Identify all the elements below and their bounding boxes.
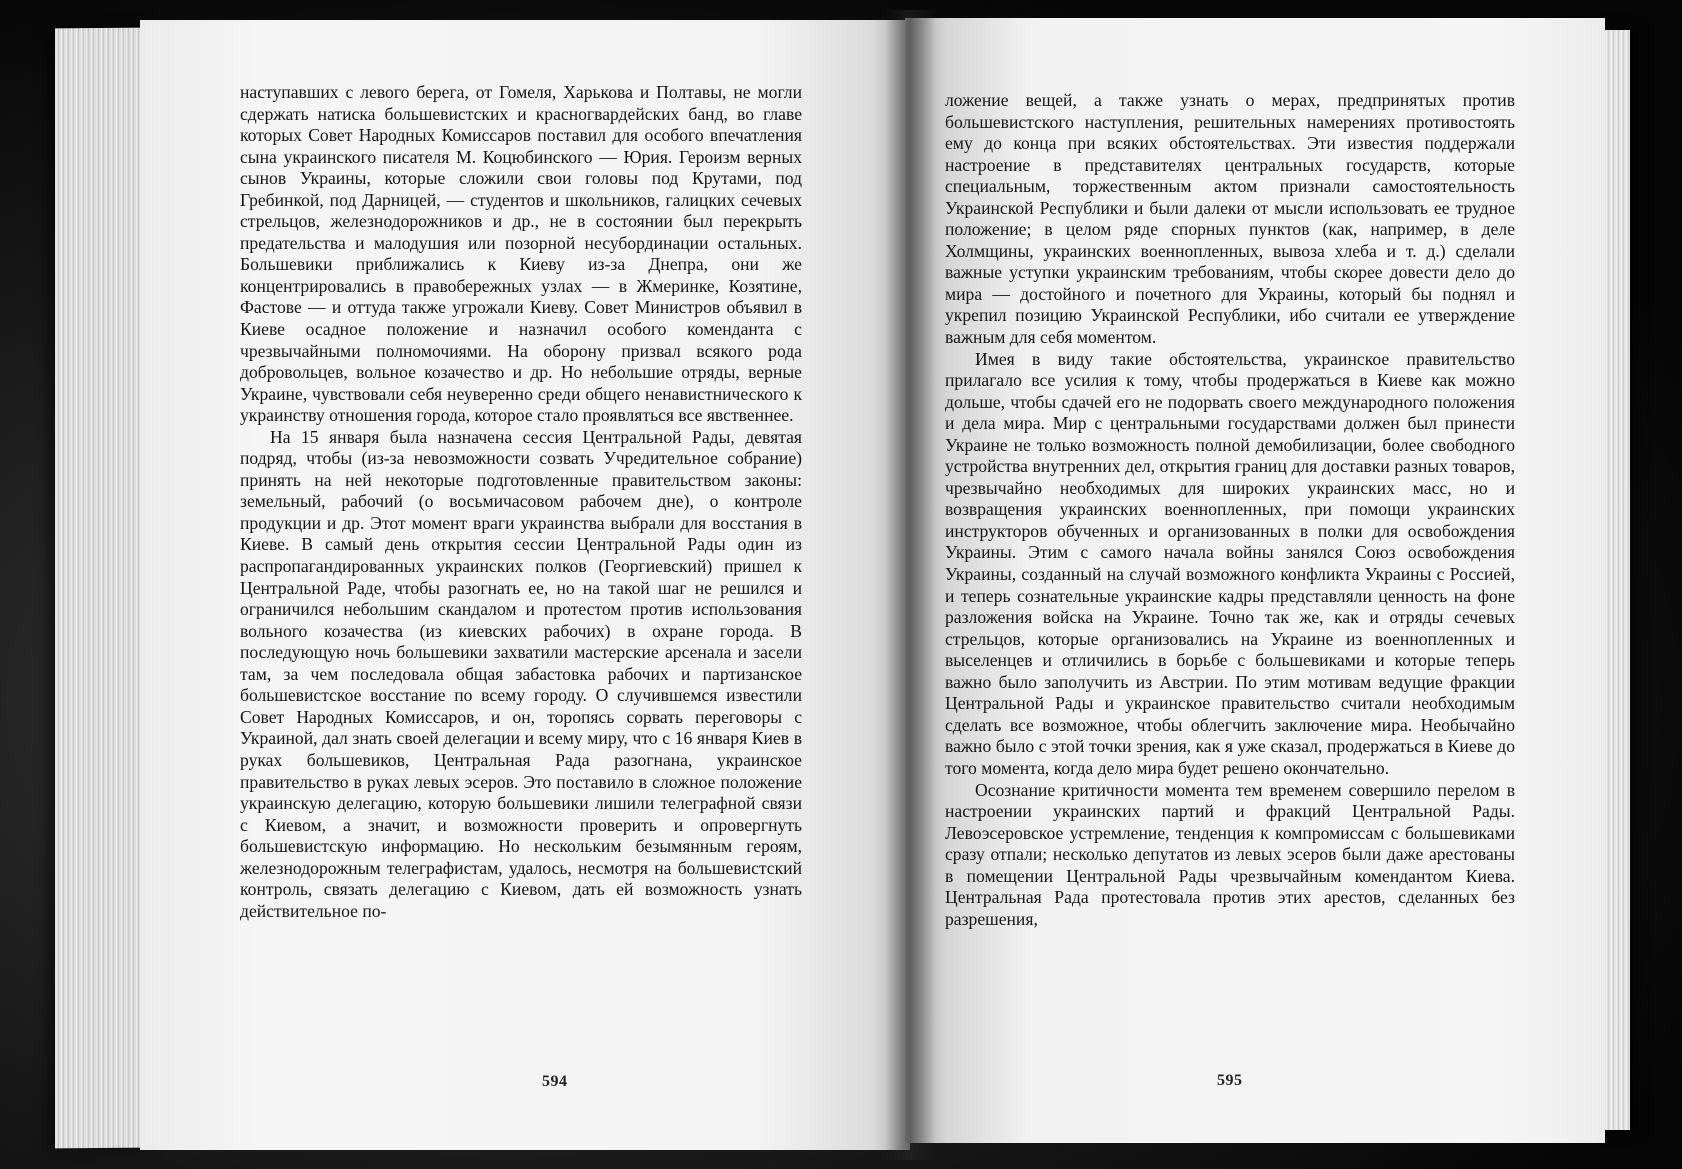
book-spine-shadow [885,10,935,1160]
paragraph: наступавших с левого берега, от Гомеля, Харькова и Полтавы, не могли сдержать натиска большевистских и красногвардейских банд, во главе которых Совет Народных Комиссаров поставил для особого впечатления сына украинского писателя М. Коцюбинского — Юрия. Героизм верных сынов Украины, которые сложили свои головы под Крутами, под Гребинкой, под Дарницей, — студентов и школьников, галицких сечевых стрельцов, железнодорожников и др., не в состоянии был перекрыть предательства и малодушия или позорной несубординации остальных. Большевики приближались к Киеву из-за Днепра, они же концентрировались в правобережных узлах — в Жмеринке, Козятине, Фастове — и оттуда также угрожали Киеву. Совет Министров объявил в Киеве осадное положение и назначил особого коменданта с чрезвычайными полномочиями. На оборону призвал всякого рода добровольцев, вольное козачество и др. Но небольшие отряды, верные Украине, чувствовали себя неуверенно среди общего ненавистнического к украинству отношения города, которое стало проявляться все явственнее. [240,82,802,426]
page-number: 594 [542,1073,568,1090]
paragraph: ложение вещей, а также узнать о мерах, предпринятых против большевистского наступления, решительных намерениях противостоять ему до конца при всяких обстоятельствах. Эти известия поддержали настроение в представителях центральных государств, которые специальным, торжественным актом признали самостоятельность Украинской Республики и были далеки от мысли использовать ее трудное положение; в целом ряде спорных пунктов (как, например, в деле Холмщины, украинских военнопленных, вывоза хлеба и т. д.) сделали важные уступки украинским требованиям, чтобы скорее довести дело до мира — достойного и почетного для Украины, который бы поднял и укрепил позицию Украинской Республики, ибо считали ее утверждение важным для себя моментом. [945,90,1515,348]
paragraph: Осознание критичности момента тем временем совершило перелом в настроении украинских партий и фракций Центральной Рады. Левоэсеровское устремление, тенденция к компромиссам с большевиками сразу отпали; несколько депутатов из левых эсеров были даже арестованы в помещении Центральной Рады чрезвычайным комендантом Киева. Центральная Рада протестовала против этих арестов, сделанных без разрешения, [945,779,1515,929]
right-page [905,18,1605,1143]
left-page-text [240,82,802,922]
right-page-text [945,90,1515,930]
left-page [140,20,910,1150]
page-number: 595 [1217,1072,1243,1089]
paragraph: На 15 января была назначена сессия Центральной Рады, девятая подряд, чтобы (из-за невозможности созвать Учредительное собрание) принять на ней некоторые подготовленные правительством законы: земельный, рабочий (о восьмичасовом рабочем дне), о контроле продукции и др. Этот момент враги украинства выбрали для восстания в Киеве. В самый день открытия сессии Центральной Рады один из распропагандированных украинских полков (Георгиевский) пришел к Центральной Раде, чтобы разогнать ее, но на такой шаг не решился и ограничился небольшим скандалом и протестом против использования вольного козачества (из киевских рабочих) в охране города. В последующую ночь большевики захватили мастерские арсенала и засели там, за чем последовала общая забастовка рабочих и партизанское большевистское восстание по всему городу. О случившемся известили Совет Народных Комиссаров, и он, торопясь сорвать переговоры с Украиной, дал знать своей делегации и всему миру, что с 16 января Киев в руках большевиков, Центральная Рада разогнана, украинское правительство в руках левых эсеров. Это поставило в сложное положение украинскую делегацию, которую большевики лишили телеграфной связи с Киевом, а значит, и возможности проверить и опровергнуть большевистскую информацию. Но нескольким безымянным героям, железнодорожным телеграфистам, удалось, несмотря на большевистский контроль, связать делегацию с Киевом, дать ей возможность узнать действительное по- [240,426,802,921]
paragraph: Имея в виду такие обстоятельства, украинское правительство прилагало все усилия к тому, чтобы продержаться в Киеве как можно дольше, чтобы сдачей его не подорвать своего международного положения и дела мира. Мир с центральными государствами должен был принести Украине не только возможность полной демобилизации, более свободного устройства внутренних дел, открытия границ для доставки разных товаров, чрезвычайно необходимых для широких украинских масс, но и возвращения украинских военнопленных, при помощи украинских инструкторов обученных и организованных в полки для освобождения Украины. Этим с самого начала войны занялся Союз освобождения Украины, созданный на случай возможного конфликта Украины с Россией, и теперь сознательные украинские кадры представляли ценность на фоне разложения войска на Украине. Точно так же, как и отряды сечевых стрельцов, которые организовались на Украине из военнопленных и выселенцев и отличились в борьбе с большевиками и которые теперь важно было заполучить из Австрии. По этим мотивам ведущие фракции Центральной Рады и украинское правительство считали необходимым сделать все возможное, чтобы облегчить заключение мира. Необычайно важно было с этой точки зрения, как я уже сказал, продержаться в Киеве до того момента, когда дело мира будет решено окончательно. [945,348,1515,778]
